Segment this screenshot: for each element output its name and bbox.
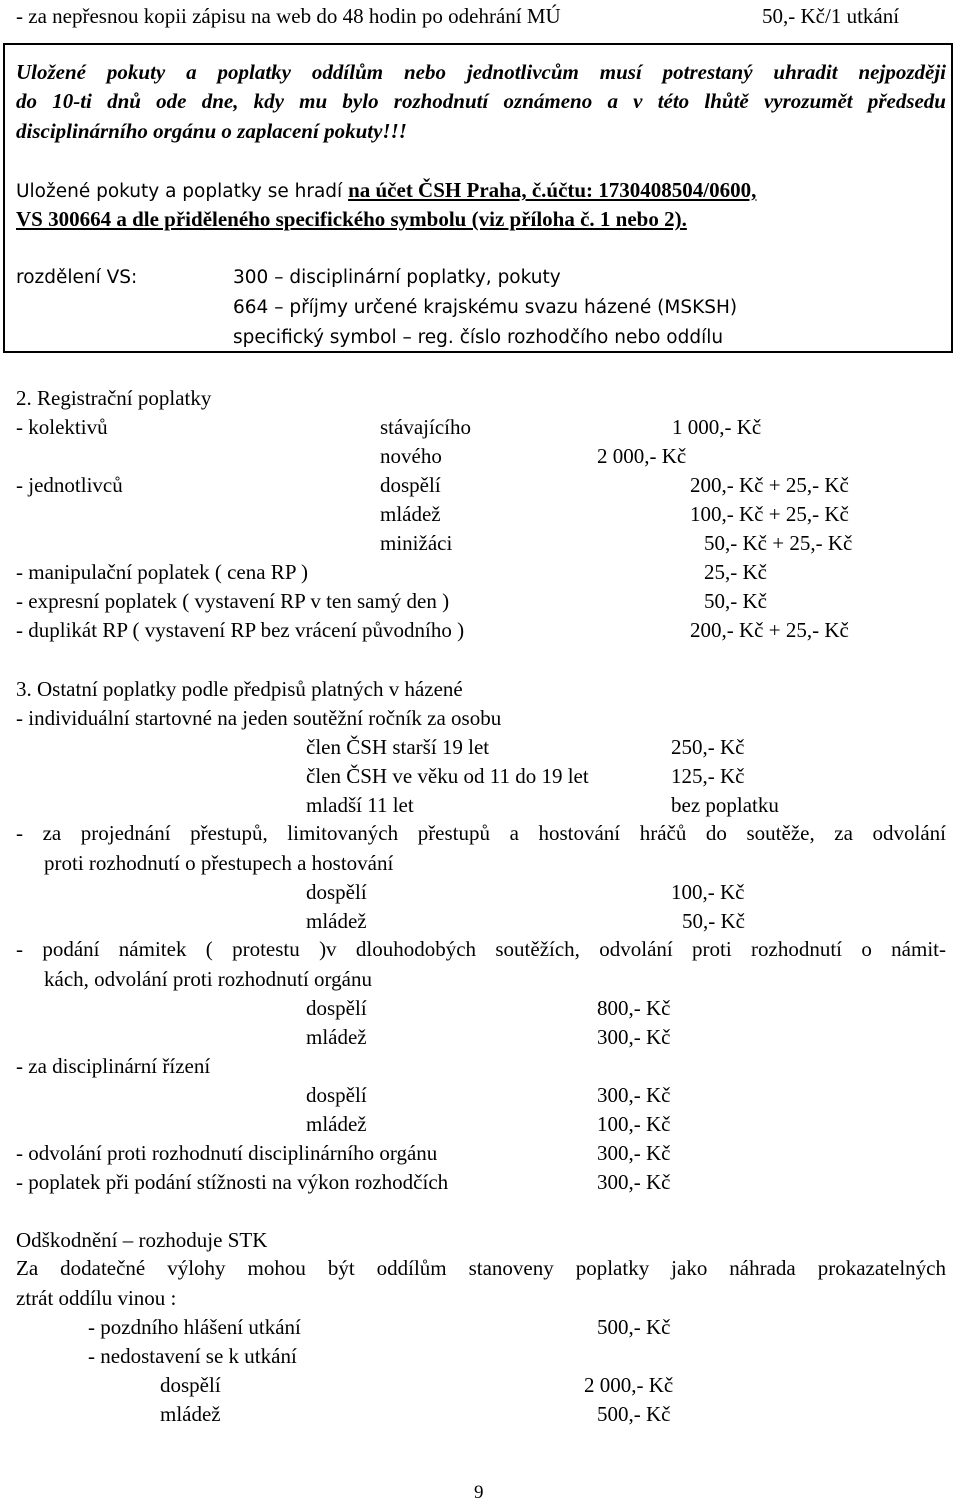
reg-row-5-amount: 50,- Kč + 25,- Kč — [704, 531, 853, 555]
startovne-row-2-value: 125,- Kč — [671, 764, 745, 788]
damage-row-1-value: 500,- Kč — [597, 1315, 671, 1339]
prestupy-row-1-label: dospělí — [306, 880, 367, 904]
reg-row-5-type: minižáci — [380, 531, 453, 555]
late-copy-fee-amount: 50,- Kč/1 utkání — [762, 4, 900, 28]
prestupy-line-2: proti rozhodnutí o přestupech a hostování — [44, 851, 394, 875]
reg-row-4-type: mládež — [380, 502, 441, 526]
startovne-row-3-value: bez poplatku — [671, 793, 779, 817]
section3-heading: 3. Ostatní poplatky podle předpisů platných v házené — [16, 677, 463, 701]
vs-label: rozdělení VS: — [16, 267, 138, 288]
disc-row-2-value: 100,- Kč — [597, 1112, 671, 1136]
startovne-label: - individuální startovné na jeden soutěžní ročník za osobu — [16, 706, 502, 730]
reg-row-4-amount: 100,- Kč + 25,- Kč — [690, 502, 849, 526]
reg-row-6-amount: 25,- Kč — [704, 560, 767, 584]
namitky-row-2-label: mládež — [306, 1025, 367, 1049]
reg-row-6-label: - manipulační poplatek ( cena RP ) — [16, 560, 308, 584]
vs-item-664: 664 – příjmy určené krajskému svazu házené (MSKSH) — [233, 297, 738, 318]
reg-row-7-amount: 50,- Kč — [704, 589, 767, 613]
startovne-row-2-label: člen ČSH ve věku od 11 do 19 let — [306, 764, 589, 788]
startovne-row-3-label: mladší 11 let — [306, 793, 414, 817]
section2-heading: 2. Registrační poplatky — [16, 386, 212, 410]
prestupy-row-2-label: mládež — [306, 909, 367, 933]
page-number: 9 — [474, 1482, 484, 1503]
reg-row-1-amount: 1 000,- Kč — [672, 415, 762, 439]
disc-row-2-label: mládež — [306, 1112, 367, 1136]
vs-item-300: 300 – disciplinární poplatky, pokuty — [233, 267, 561, 288]
reg-row-7-label: - expresní poplatek ( vystavení RP v ten samý den ) — [16, 589, 450, 613]
prestupy-row-1-value: 100,- Kč — [671, 880, 745, 904]
startovne-row-1-label: člen ČSH starší 19 let — [306, 735, 490, 759]
damage-row-3-label: dospělí — [160, 1373, 221, 1397]
disc-row-1-label: dospělí — [306, 1083, 367, 1107]
late-copy-fee-label: - za nepřesnou kopii zápisu na web do 48 hodin po odehrání MÚ — [16, 4, 561, 28]
payment-deadline-line-3: disciplinárního orgánu o zaplacení pokuty!!! — [16, 119, 407, 143]
reg-row-1-type: stávajícího — [380, 415, 471, 439]
payment-deadline-line-2: do 10-ti dnů ode dne, kdy mu bylo rozhodnutí oznámeno a v této lhůtě vyrozumět předsedu — [16, 89, 946, 113]
reg-row-3-amount: 200,- Kč + 25,- Kč — [690, 473, 849, 497]
stiznost-label: - poplatek při podání stížnosti na výkon rozhodčích — [16, 1170, 449, 1194]
damage-row-2-label: - nedostavení se k utkání — [88, 1344, 297, 1368]
odskodneni-line: Odškodnění – rozhoduje STK — [16, 1228, 268, 1252]
damage-row-1-label: - pozdního hlášení utkání — [88, 1315, 301, 1339]
reg-row-3-label: - jednotlivců — [16, 473, 123, 497]
account-intro: Uložené pokuty a poplatky se hradí — [16, 181, 349, 202]
stiznost-value: 300,- Kč — [597, 1170, 671, 1194]
dodatecne-line-2: ztrát oddílu vinou : — [16, 1286, 177, 1310]
account-line-1 — [16, 177, 756, 205]
disc-row-1-value: 300,- Kč — [597, 1083, 671, 1107]
reg-row-3-type: dospělí — [380, 473, 441, 497]
payment-deadline-line-1: Uložené pokuty a poplatky oddílům nebo jednotlivcům musí potrestaný uhradit nejpozději — [16, 60, 946, 84]
reg-row-8-label: - duplikát RP ( vystavení RP bez vrácení původního ) — [16, 618, 465, 642]
account-line-2: VS 300664 a dle přiděleného specifického symbolu (viz příloha č. 1 nebo 2). — [16, 207, 687, 231]
namitky-line-1: - podání námitek ( protestu )v dlouhodobých soutěžích, odvolání proti rozhodnutí o námit- — [16, 937, 946, 961]
odvolani-value: 300,- Kč — [597, 1141, 671, 1165]
reg-row-2-amount: 2 000,- Kč — [597, 444, 687, 468]
odvolani-label: - odvolání proti rozhodnutí disciplinárního orgánu — [16, 1141, 438, 1165]
namitky-row-1-label: dospělí — [306, 996, 367, 1020]
reg-row-1-label: - kolektivů — [16, 415, 108, 439]
namitky-row-2-value: 300,- Kč — [597, 1025, 671, 1049]
reg-row-2-type: nového — [380, 444, 442, 468]
startovne-row-1-value: 250,- Kč — [671, 735, 745, 759]
damage-row-4-value: 500,- Kč — [597, 1402, 671, 1426]
prestupy-row-2-value: 50,- Kč — [682, 909, 745, 933]
prestupy-line-1: - za projednání přestupů, limitovaných přestupů a hostování hráčů do soutěže, za odvolání — [16, 821, 946, 845]
reg-row-8-amount: 200,- Kč + 25,- Kč — [690, 618, 849, 642]
dodatecne-line-1: Za dodatečné výlohy mohou být oddílům stanoveny poplatky jako náhrada prokazatelných — [16, 1256, 946, 1280]
damage-row-4-label: mládež — [160, 1402, 221, 1426]
damage-row-3-value: 2 000,- Kč — [584, 1373, 674, 1397]
disc-label: - za disciplinární řízení — [16, 1054, 211, 1078]
vs-item-specific: specifický symbol – reg. číslo rozhodčího nebo oddílu — [233, 327, 724, 348]
account-number: na účet ČSH Praha, č.účtu: 1730408504/0600, — [348, 178, 757, 202]
namitky-row-1-value: 800,- Kč — [597, 996, 671, 1020]
namitky-line-2: kách, odvolání proti rozhodnutí orgánu — [44, 967, 372, 991]
